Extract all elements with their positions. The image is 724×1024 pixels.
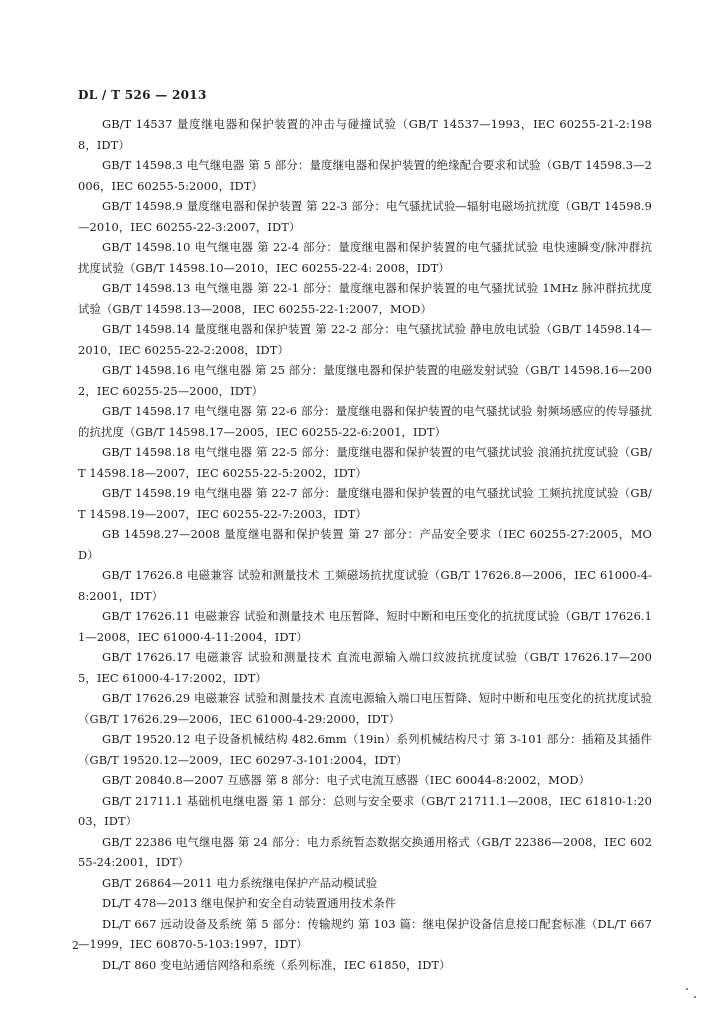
reference-entry: GB/T 17626.29 电磁兼容 试验和测量技术 直流电源输入端口电压暂降、短时中断和电压变化的抗扰度试验（GB/T 17626.29—2006，IEC 61000-4-29:2000，IDT） [78,691,652,726]
reference-entry: GB/T 14598.13 电气继电器 第 22-1 部分：量度继电器和保护装置的电气骚扰试验 1MHz 脉冲群抗扰度试验（GB/T 14598.13—2008，IEC 60255-22-1:2007，MOD） [78,281,652,316]
reference-entry: DL/T 667 远动设备及系统 第 5 部分：传输规约 第 103 篇：继电保护设备信息接口配套标准（DL/T 667—1999，IEC 60870-5-103:1997，IDT） [78,916,652,951]
reference-entry: GB/T 14598.16 电气继电器 第 25 部分：量度继电器和保护装置的电磁发射试验（GB/T 14598.16—2002，IEC 60255-25—2000，IDT） [78,363,652,398]
reference-entry: GB/T 26864—2011 电力系统继电保护产品动模试验 [102,875,378,890]
reference-entry: GB/T 17626.11 电磁兼容 试验和测量技术 电压暂降、短时中断和电压变化的抗扰度试验（GB/T 17626.11—2008，IEC 61000-4-11:2004，IDT） [78,609,652,644]
reference-entry: GB/T 14598.19 电气继电器 第 22-7 部分：量度继电器和保护装置的电气骚扰试验 工频抗扰度试验（GB/T 14598.19—2007，IEC 60255-22-7:2003，IDT） [78,486,652,521]
reference-entry: GB/T 21711.1 基础机电继电器 第 1 部分：总则与安全要求（GB/T 21711.1—2008，IEC 61810-1:2003，IDT） [78,793,652,828]
reference-entry: GB/T 17626.8 电磁兼容 试验和测量技术 工频磁场抗扰度试验（GB/T 17626.8—2006，IEC 61000-4-8:2001，IDT） [78,568,652,603]
reference-entry: GB/T 14598.10 电气继电器 第 22-4 部分：量度继电器和保护装置的电气骚扰试验 电快速瞬变/脉冲群抗扰度试验（GB/T 14598.10—2010，IEC 60255-22-4: 2008，IDT） [78,240,652,275]
reference-entry: GB/T 19520.12 电子设备机械结构 482.6mm（19in）系列机械结构尺寸 第 3-101 部分：插箱及其插件（GB/T 19520.12—2009，IEC 60297-3-101:2004，IDT） [78,732,652,767]
reference-entry: GB/T 22386 电气继电器 第 24 部分：电力系统暂态数据交换通用格式（GB/T 22386—2008，IEC 60255-24:2001，IDT） [78,834,652,869]
page-number: 2 [72,939,79,952]
reference-entry: GB/T 14537 量度继电器和保护装置的冲击与碰撞试验（GB/T 14537—1993，IEC 60255-21-2:1988，IDT） [78,117,652,152]
reference-entry: GB/T 14598.3 电气继电器 第 5 部分：量度继电器和保护装置的绝缘配合要求和试验（GB/T 14598.3—2006，IEC 60255-5:2000，IDT） [78,158,652,193]
reference-entry: GB/T 14598.14 量度继电器和保护装置 第 22-2 部分：电气骚扰试验 静电放电试验（GB/T 14598.14—2010，IEC 60255-22-2:2008，IDT） [78,322,652,357]
reference-entry: GB/T 14598.18 电气继电器 第 22-5 部分：量度继电器和保护装置的电气骚扰试验 浪涌抗扰度试验（GB/T 14598.18—2007，IEC 60255-22-5:2002，IDT） [78,445,652,480]
reference-entry: GB 14598.27—2008 量度继电器和保护装置 第 27 部分：产品安全要求（IEC 60255-27:2005，MOD） [78,527,652,562]
reference-entry: GB/T 14598.9 量度继电器和保护装置 第 22-3 部分：电气骚扰试验—辐射电磁场抗扰度（GB/T 14598.9—2010，IEC 60255-22-3:2007，IDT） [78,199,652,234]
reference-entry: DL/T 478—2013 继电保护和安全自动装置通用技术条件 [102,896,397,910]
reference-entry: GB/T 14598.17 电气继电器 第 22-6 部分：量度继电器和保护装置的电气骚扰试验 射频场感应的传导骚扰的抗扰度（GB/T 14598.17—2005，IEC 60255-22-6:2001，IDT） [78,404,652,439]
reference-entry: GB/T 20840.8—2007 互感器 第 8 部分：电子式电流互感器（IEC 60044-8:2002，MOD） [102,773,591,787]
scan-speck [686,988,688,990]
normative-references-list [78,114,652,975]
standard-code-header: DL / T 526 — 2013 [78,88,207,102]
reference-entry: GB/T 17626.17 电磁兼容 试验和测量技术 直流电源输入端口纹波抗扰度试验（GB/T 17626.17—2005，IEC 61000-4-17:2002，IDT） [78,650,652,685]
scan-speck [694,996,696,998]
reference-entry: DL/T 860 变电站通信网络和系统（系列标准，IEC 61850，IDT） [102,957,451,972]
